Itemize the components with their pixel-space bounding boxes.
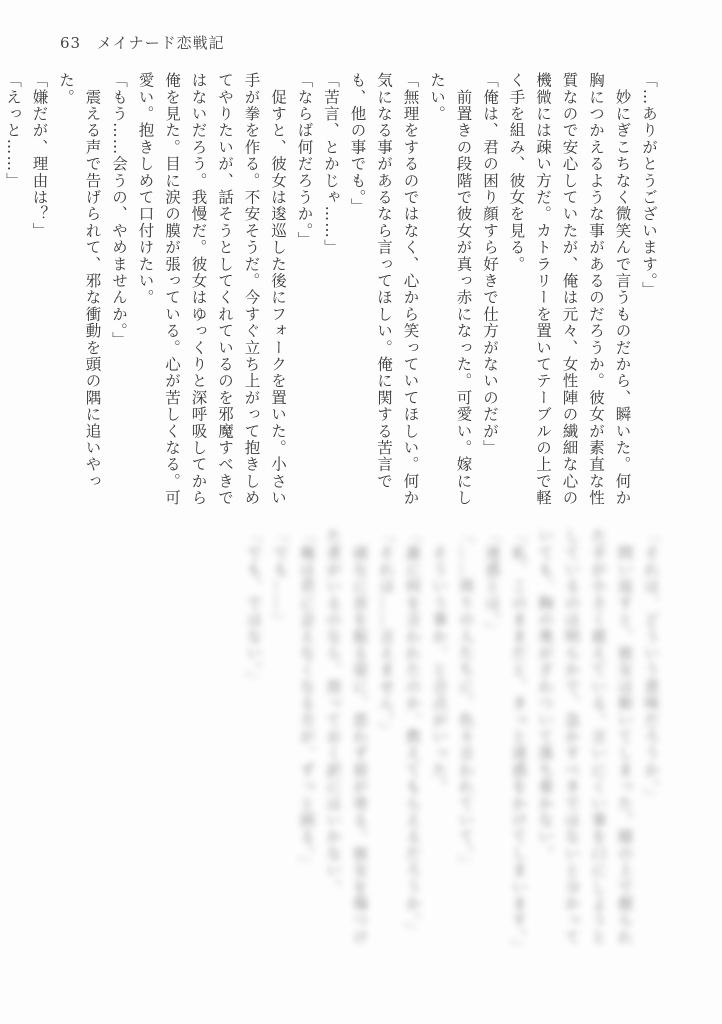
obscured-paragraph: 「俺は君に会えなくなる方が、ずっと困る。」 — [297, 528, 316, 871]
paragraph: 「俺は、君の困り顔すら好きで仕方がないのだが」 — [481, 72, 499, 457]
paragraph: 妙にぎこちなく微笑んで言うものだから、瞬いた。何か胸につかえるような事があるのだろうか。彼女が素直な性質なので安心していたが、俺は元々、女性陣の繊細な心の機微には疎い方だ。カトラリーを置いてテーブルの上で軽く手を組み、彼女を見る。 — [507, 72, 632, 507]
body-text — [0, 72, 662, 512]
paragraph: 「ならば何だろうか。」 — [295, 72, 314, 248]
obscured-paragraph: 問い返すと、彼女は俯いてしまった。膝の上で握られた手が小さく震えている。言いにくい事を口にしようとしているのは明らかで、急かすべきではないと分かっていても、胸の奥がざわついて落ち着かない。 — [536, 528, 634, 946]
obscured-paragraph: 「迷惑とは。」 — [483, 528, 501, 638]
paragraph: 震える声で告げられて、邪な衝動を頭の隅に追いやった。 — [57, 72, 102, 490]
paragraph: 「苦言、とかじゃ……」 — [322, 72, 340, 256]
obscured-paragraph: 「それは……言えません。」 — [377, 528, 395, 738]
paragraph: 前置きの段階で彼女が真っ赤になった。可愛い。嫁にしたい。 — [428, 72, 473, 507]
paragraph: 「えっと……」 — [4, 72, 22, 189]
paragraph: 促すと、彼女は逡巡した後にフォークを置いた。小さい手が拳を作る。不安そうだ。今すぐ立ち上がって抱きしめてやりたいが、話そうとしてくれているのを邪魔すべきではないだろう。我慢だ。彼女はゆっくりと深呼吸してから俺を見た。目に涙の膜が張っている。心が苦しくなる。可愛い。抱きしめて口付けたい。 — [136, 72, 287, 507]
obscured-paragraph: 頑なに首を振る姿に、思わず眉が寄る。彼女を傷つけた者がいるのなら、放っておく訳にはいかない。 — [324, 528, 369, 946]
page-header — [60, 32, 225, 53]
paragraph: 「無理をするのではなく、心から笑っていてほしい。何か気になる事があるなら言ってほしい。俺に関する苦言でも、他の事でも。」 — [348, 72, 420, 507]
obscured-paragraph: 「……周りの人たちに、色々言われていて。」 — [456, 528, 475, 871]
paragraph: 「…ありがとうございます。」 — [640, 72, 658, 299]
paragraph: 「嫌だが、理由は？」 — [30, 72, 49, 239]
obscured-paragraph: 「でも、ではない。」 — [244, 528, 263, 688]
obscured-text — [104, 528, 664, 958]
obscured-paragraph: 「それは、どういう意味だろうか。」 — [642, 528, 660, 805]
book-title: メイナード恋戦記 — [96, 34, 225, 52]
obscured-paragraph: 「でも……」 — [271, 528, 289, 629]
page-number: 63 — [60, 34, 82, 52]
obscured-paragraph: 「誰に何を言われたのか、教えてもらえるだろうか。」 — [403, 528, 422, 938]
obscured-paragraph: そういう事か、と合点がいった。 — [430, 528, 448, 796]
paragraph: 「もう……会うの、やめませんか。」 — [110, 72, 128, 349]
obscured-paragraph: 「私、このままだと、きっと迷惑をかけてしまいます。」 — [509, 528, 528, 955]
